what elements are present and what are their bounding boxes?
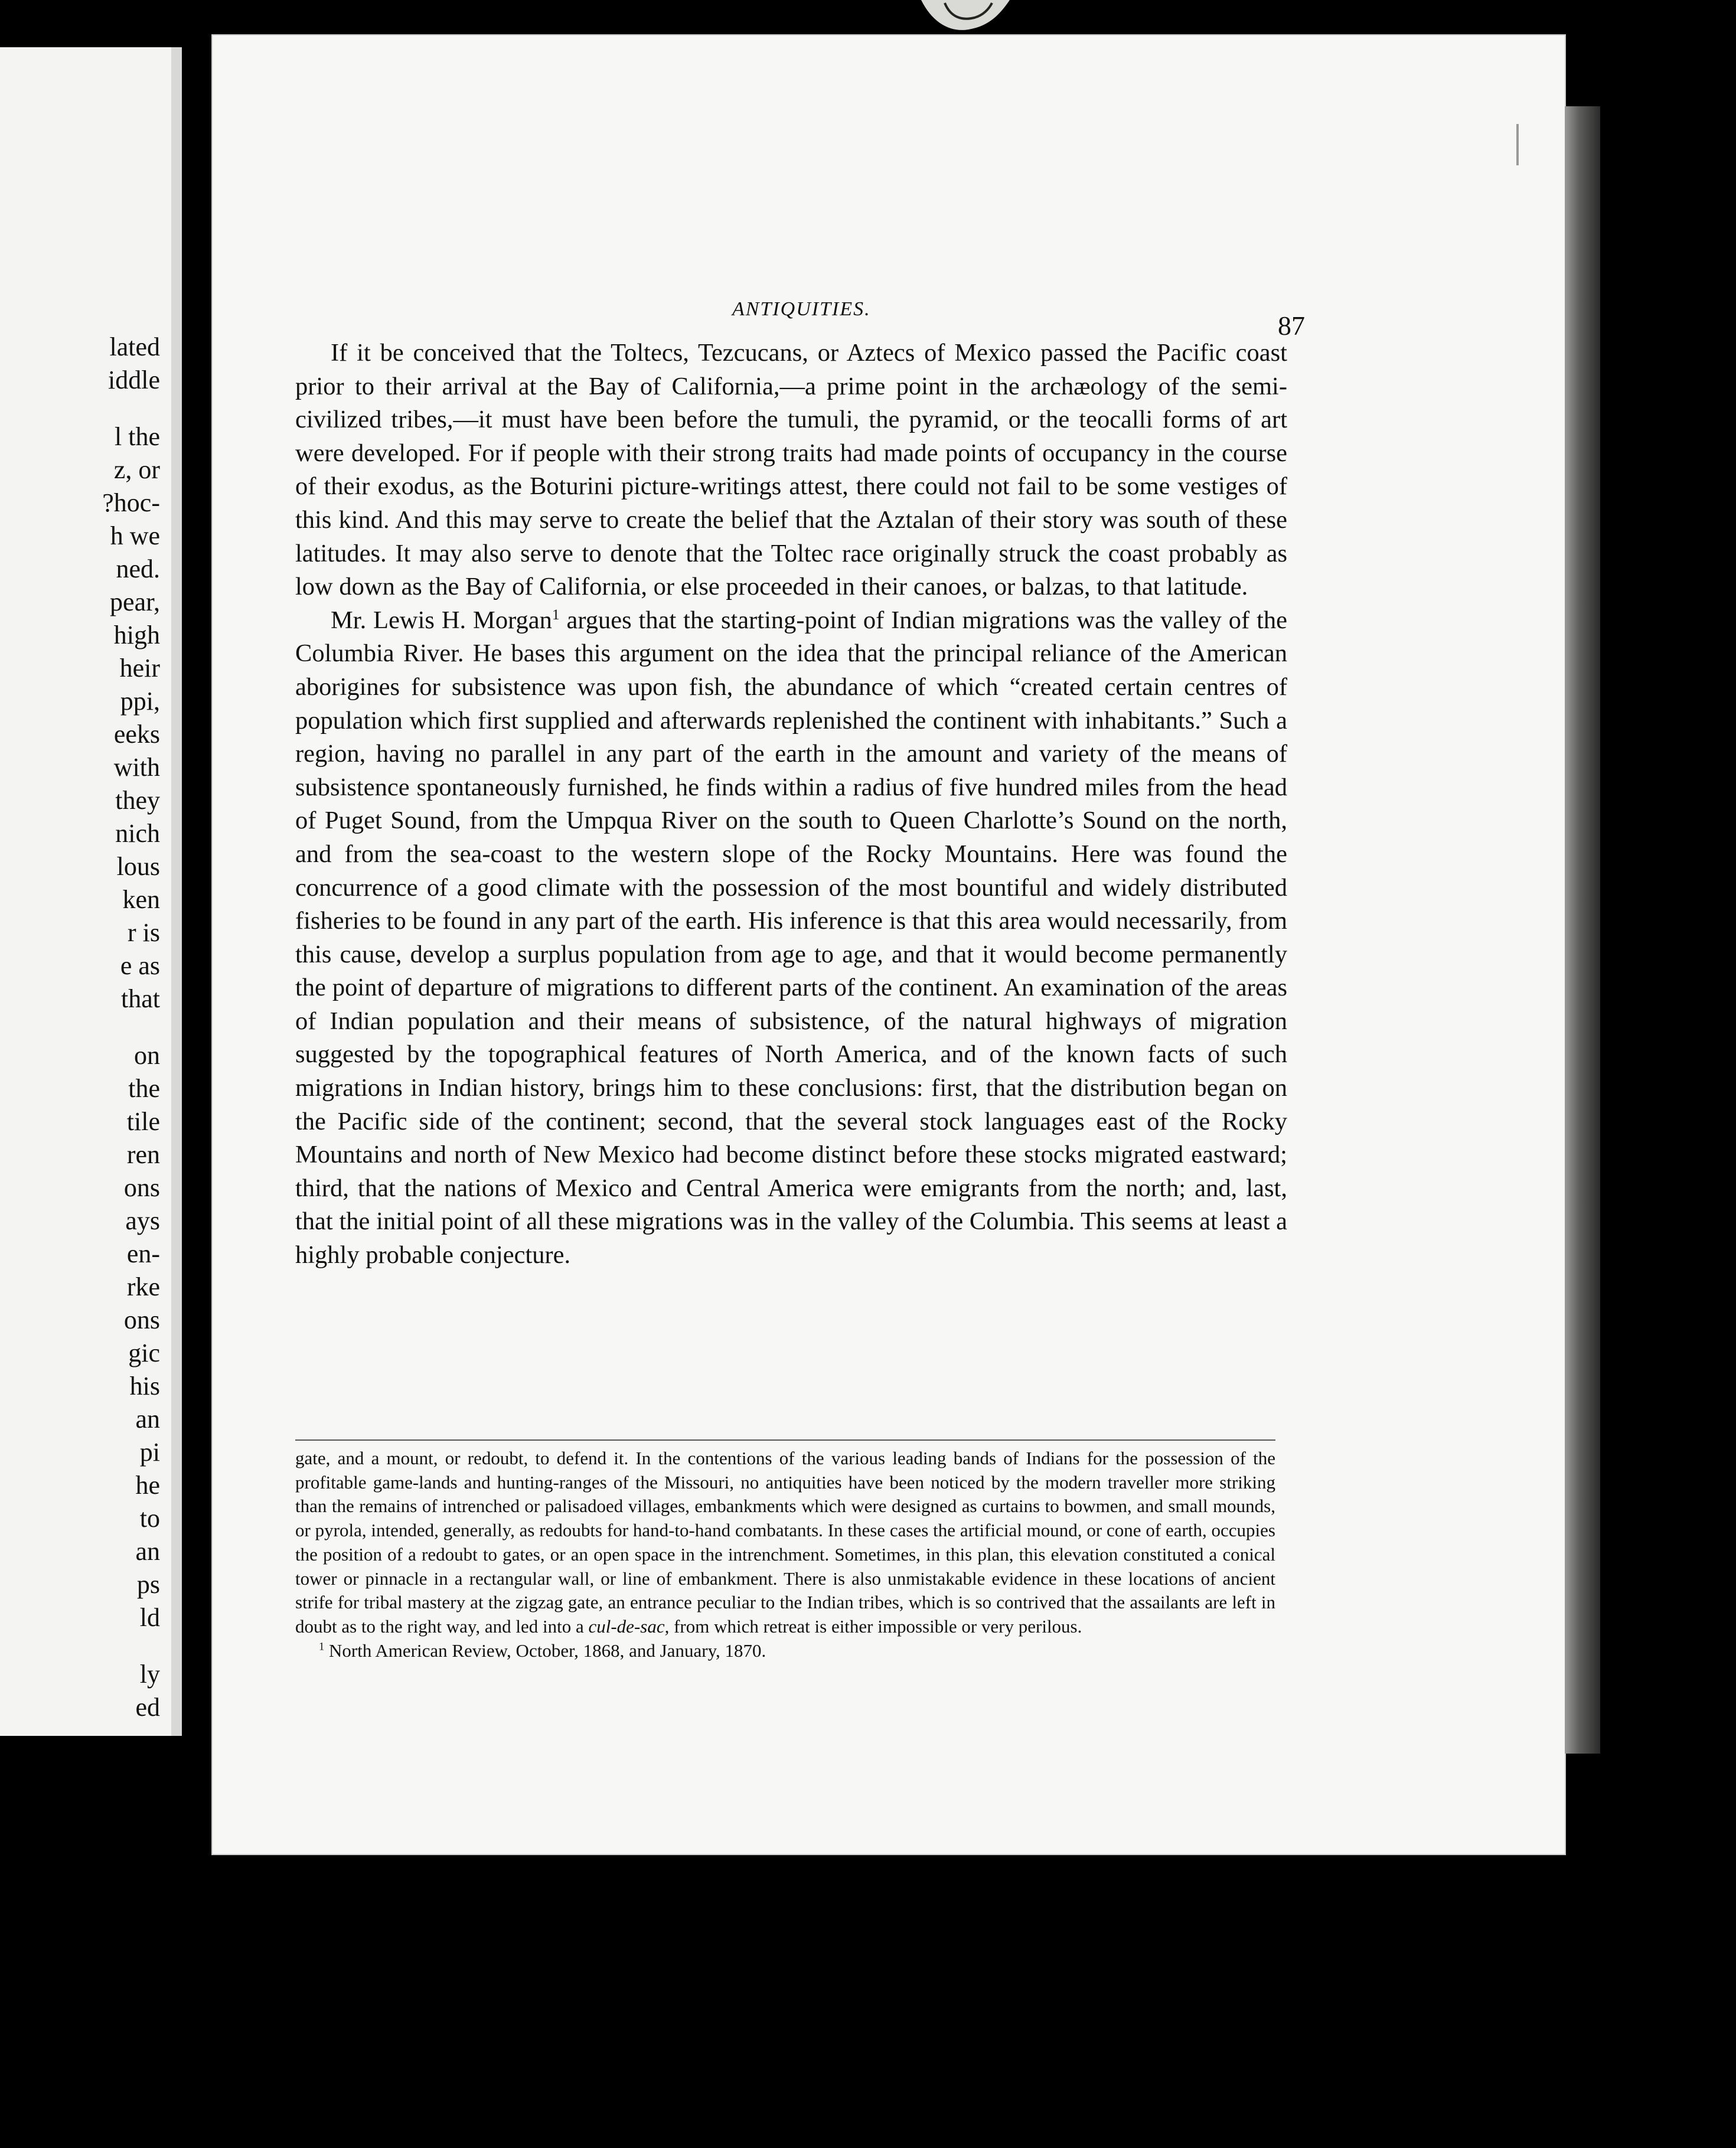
left-page-line: high: [113, 621, 160, 649]
left-page-line: the: [128, 1074, 160, 1103]
left-page-line: heir: [119, 654, 160, 683]
left-page-line: tile: [126, 1107, 160, 1136]
left-page-line: pear,: [110, 587, 160, 616]
left-page-line: r is: [128, 918, 160, 947]
left-page-line: ppi,: [120, 687, 160, 716]
footnote-text: gate, and a mount, or redoubt, to defend it. In the contentions of the various leading bands of Indians for the possession of the profitable game-lands and hunting-ranges of the Missouri, no antiquities have been noticed by the modern traveller more striking than the remains of intrenched or palisadoed villages, embankments which were designed as curtains to bowmen, and small mounds, or pyrola, intended, generally, as redoubts for hand-to-hand combatants. In these cases the artificial mound, or cone of earth, occupies the position of a redoubt to gates, or an open space in the intrenchment. Sometimes, in this plan, this elevation constituted a conical tower or pinnacle in a rectangular wall, or line of embankment. There is also unmistakable evidence in these locations of ancient strife for tribal mastery at the zigzag gate, an entrance peculiar to the Indian tribes, which is so contrived that the assailants are left in doubt as to the right way, and led into a: [295, 1448, 1275, 1637]
left-page-line: that: [121, 984, 160, 1013]
left-page-line: h we: [110, 521, 160, 550]
footnote-text: North American Review, October, 1868, and January, 1870.: [324, 1640, 766, 1661]
left-page-line: ons: [123, 1305, 160, 1334]
left-page-line: pi: [139, 1438, 160, 1467]
body-text: [295, 337, 1287, 1272]
left-page-line: ed: [135, 1693, 160, 1722]
footnotes: [295, 1447, 1275, 1663]
footnote-reference: 1: [552, 605, 560, 623]
left-page-line: with: [113, 753, 160, 782]
left-page-line: an: [135, 1405, 160, 1434]
left-page-line: lated: [109, 332, 160, 361]
left-page-line: to: [139, 1504, 160, 1533]
left-page-line: nich: [115, 819, 160, 848]
footnote-continuation: [295, 1447, 1275, 1639]
left-page-line: ken: [122, 885, 160, 914]
page-header: [295, 295, 1305, 341]
left-page-line: on: [134, 1041, 160, 1070]
paragraph: [295, 604, 1287, 1272]
footnote-rule: [295, 1439, 1275, 1441]
left-page-line: z, or: [113, 455, 160, 484]
left-page-line: his: [129, 1372, 160, 1401]
page-number: 87: [1278, 311, 1305, 341]
left-page-line: ps: [136, 1570, 160, 1599]
footnote-marker: 1: [319, 1640, 325, 1653]
left-page-line: gic: [128, 1339, 160, 1367]
paragraph-text: Mr. Lewis H. Morgan: [331, 606, 552, 634]
left-page-line: ?hoc-: [102, 488, 160, 517]
left-page-line: l the: [115, 422, 160, 451]
left-page-line: en-: [126, 1239, 160, 1268]
left-page-line: ons: [123, 1173, 160, 1202]
footnote-text: from which retreat is either impossible or very perilous.: [669, 1615, 1082, 1637]
margin-mark: [1516, 124, 1519, 165]
left-page-line: ld: [139, 1603, 160, 1632]
left-page-line: rke: [126, 1272, 160, 1301]
left-page-line: an: [135, 1537, 160, 1566]
left-page-line: ren: [126, 1140, 160, 1169]
left-page-line: ays: [125, 1206, 160, 1235]
page-edge-stack: [1565, 106, 1600, 1754]
left-page-line: they: [115, 786, 160, 815]
left-page-line: iddle: [108, 365, 160, 394]
paragraph: If it be conceived that the Toltecs, Tezcucans, or Aztecs of Mexico passed the Pacific coast prior to their arrival at the Bay of California,—a prime point in the archæology of the semi-civilized tribes,—it must have been before the tumuli, the pyramid, or the teocalli forms of art were developed. For if people with their strong traits had made points of occupancy in the course of their exodus, as the Boturini picture-writings attest, there could not fail to be some vestiges of this kind. And this may serve to create the belief that the Aztalan of their story was south of these latitudes. It may also serve to denote that the Toltec race originally struck the coast probably as low down as the Bay of California, or else proceeded in their canoes, or balzas, to that latitude.: [295, 339, 1287, 601]
footnote-1: [295, 1639, 1275, 1663]
paragraph-text: argues that the starting-point of Indian migrations was the valley of the Columbia River. He bases this argument on the idea that the principal reliance of the American aborigines for subsistence was upon fish, the abundance of which “created certain centres of population which first supplied and afterwards replenished the continent with inhabitants.” Such a region, having no parallel in any part of the earth in the amount and variety of the means of subsistence spontaneously furnished, he finds within a radius of five hundred miles from the head of Puget Sound, from the Umpqua River on the south to Queen Charlotte’s Sound on the north, and from the sea-coast to the western slope of the Rocky Mountains. Here was found the concurrence of a good climate with the possession of the most bountiful and widely distributed fisheries to be found in any part of the earth. His inference is that this area would necessarily, from this cause, develop a surplus population from age to age, and that it would become permanently the point of departure of migrations to different parts of the continent. An examination of the areas of Indian population and their means of subsistence, of the natural highways of migration suggested by the topographical features of North America, and of the known facts of such migrations in Indian history, brings him to these conclusions: first, that the distribution began on the Pacific side of the continent; second, that the several stock languages east of the Rocky Mountains and north of New Mexico had become distinct before these stocks migrated eastward; third, that the nations of Mexico and Central America were emigrants from the north; and, last, that the initial point of all these migrations was in the valley of the Columbia. This seems at least a highly probable conjecture.: [295, 606, 1287, 1269]
left-page-line: lous: [116, 852, 160, 881]
footnote-italic: cul-de-sac,: [588, 1615, 670, 1637]
left-page-gutter: [171, 47, 182, 1736]
left-page-line: e as: [120, 951, 160, 980]
left-page-line: ned.: [116, 554, 160, 583]
left-page-line: eeks: [113, 720, 160, 749]
running-head: ANTIQUITIES.: [732, 298, 871, 320]
left-page-text-fragments: [0, 47, 168, 1736]
left-page-line: ly: [139, 1660, 160, 1689]
left-page-line: he: [135, 1471, 160, 1500]
left-page-fragment: [0, 47, 177, 1736]
